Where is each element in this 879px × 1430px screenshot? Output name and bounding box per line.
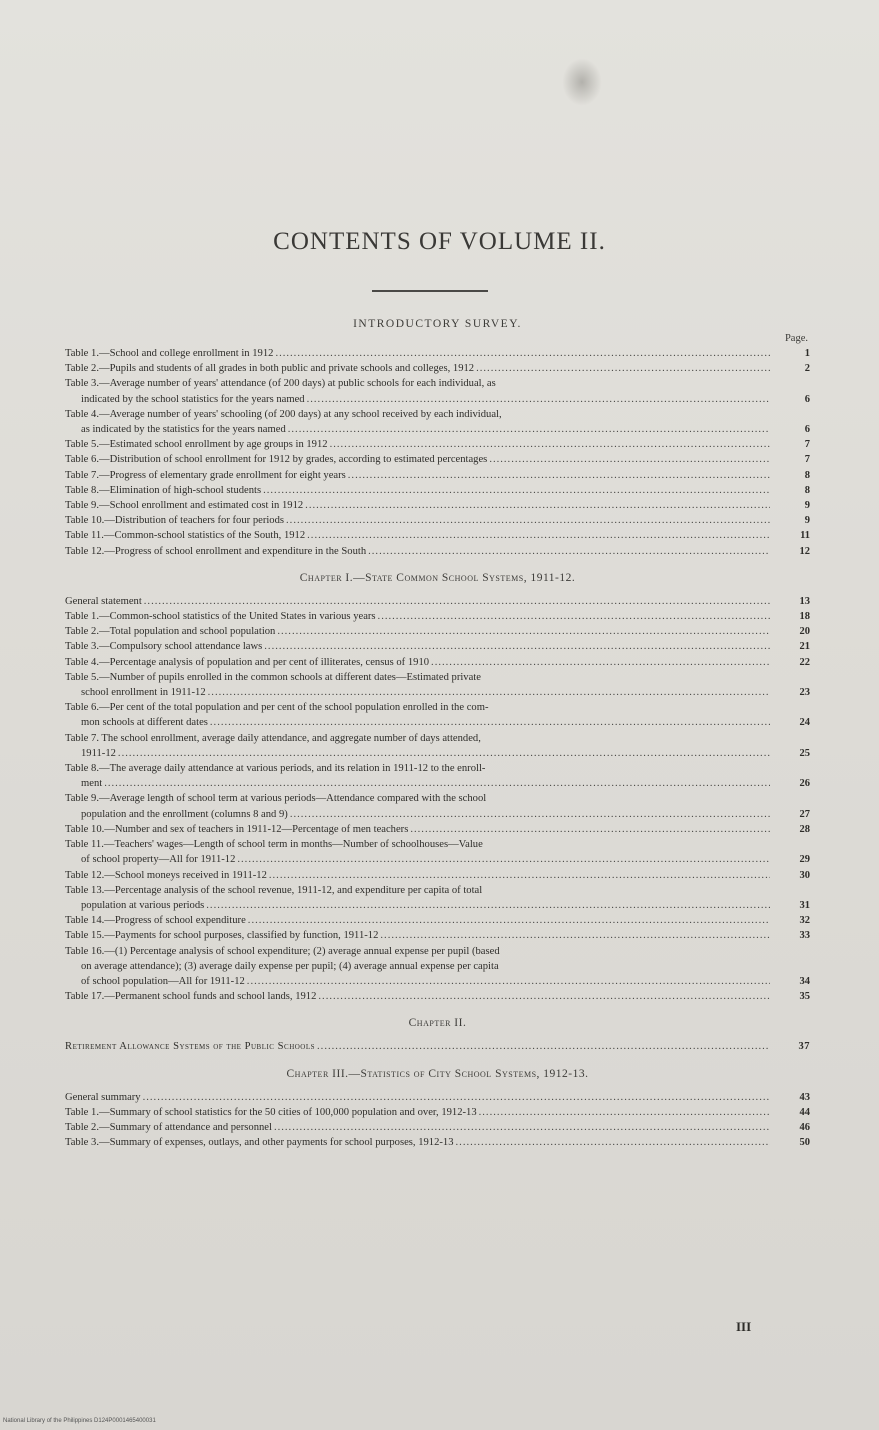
toc-entry[interactable]: [65, 376, 810, 406]
entry-title: [65, 1090, 770, 1105]
entry-page-number: 35: [799, 991, 810, 1003]
entry-title: [65, 913, 770, 928]
dot-leader: [317, 1039, 770, 1054]
entry-title: [65, 594, 770, 609]
entry-title-continued: [65, 898, 770, 913]
entry-title: [65, 700, 770, 715]
toc-entry[interactable]: [65, 361, 810, 376]
toc-entry[interactable]: [65, 1039, 810, 1054]
entry-title: [65, 989, 770, 1004]
dot-leader: [330, 437, 770, 452]
entry-page-number: 33: [799, 930, 810, 942]
entry-text: Table 6.—Per cent of the total population and per cent of the school population enrolled in the com-: [65, 702, 489, 714]
entry-text: Table 7. The school enrollment, average daily attendance, and aggregate number of days attended,: [65, 732, 481, 744]
entry-text: ment: [81, 778, 103, 790]
entry-text: of school property—All for 1911-12: [81, 854, 236, 866]
dot-leader: [380, 928, 770, 943]
entry-page-number: 25: [799, 747, 810, 759]
section-gap: [65, 559, 810, 570]
dot-leader: [210, 715, 770, 730]
entry-title: [65, 624, 770, 639]
entry-text: mon schools at different dates: [81, 717, 208, 729]
entry-text: Table 2.—Summary of attendance and personnel: [65, 1121, 272, 1133]
entry-title-continued: [65, 422, 770, 437]
toc-entry[interactable]: [65, 1105, 810, 1120]
toc-entry[interactable]: [65, 452, 810, 467]
entry-title: [65, 883, 770, 898]
entry-page-number: 6: [804, 393, 810, 405]
entry-title: [65, 791, 770, 806]
heading-gap: [65, 586, 810, 594]
entry-page-number: 37: [798, 1041, 810, 1053]
entry-text: Table 12.—School moneys received in 1911-12: [65, 869, 267, 881]
toc-entry[interactable]: [65, 761, 810, 791]
entry-title: [65, 655, 770, 670]
entry-text: Table 4.—Average number of years' schooling (of 200 days) at any school received by each individual,: [65, 408, 502, 420]
toc-entry[interactable]: [65, 700, 810, 730]
dot-leader: [307, 392, 770, 407]
toc-entry[interactable]: [65, 1120, 810, 1135]
entry-text: Table 3.—Summary of expenses, outlays, and other payments for school purposes, 1912-13: [65, 1137, 454, 1149]
dot-leader: [410, 822, 770, 837]
entry-title: [65, 1135, 770, 1150]
toc-entry[interactable]: [65, 594, 810, 609]
page-smudge: [562, 58, 602, 106]
entry-page-number: 11: [800, 530, 810, 542]
entry-text: Table 6.—Distribution of school enrollment for 1912 by grades, according to estimated percentages: [65, 454, 488, 466]
dot-leader: [368, 544, 770, 559]
page-number: III: [736, 1319, 752, 1334]
entry-page-number: 18: [799, 611, 810, 623]
entry-text: on average attendance); (3) average daily expense per pupil; (4) average annual expense per capita: [81, 960, 499, 972]
toc-entry[interactable]: [65, 731, 810, 761]
entry-text: General summary: [65, 1091, 141, 1103]
toc-entry[interactable]: [65, 670, 810, 700]
entry-title-continued: [65, 685, 770, 700]
toc-entry[interactable]: [65, 483, 810, 498]
entry-page-number: 7: [804, 454, 810, 466]
entry-page-number: 7: [804, 439, 810, 451]
entry-title: [65, 376, 770, 391]
dot-leader: [247, 974, 770, 989]
entry-page-number: 26: [799, 778, 810, 790]
toc-entry[interactable]: [65, 837, 810, 867]
entry-title: [65, 468, 770, 483]
toc-entry[interactable]: [65, 498, 810, 513]
entry-title: [65, 1120, 770, 1135]
toc-entry[interactable]: [65, 609, 810, 624]
entry-page-number: 46: [799, 1121, 810, 1133]
entry-title: [65, 1039, 770, 1054]
dot-leader: [348, 468, 770, 483]
entry-text: Table 12.—Progress of school enrollment and expenditure in the South: [65, 545, 367, 557]
dot-leader: [275, 346, 770, 361]
entry-title: [65, 528, 770, 543]
entry-page-number: 50: [799, 1137, 810, 1149]
entry-text: of school population—All for 1911-12: [81, 975, 245, 987]
section-gap: [65, 1055, 810, 1066]
dot-leader: [305, 498, 770, 513]
toc-entry[interactable]: [65, 528, 810, 543]
toc-entry[interactable]: [65, 928, 810, 943]
entry-page-number: 43: [799, 1091, 810, 1103]
entry-title: [65, 609, 770, 624]
entry-page-number: 8: [804, 469, 810, 481]
dot-leader: [263, 483, 770, 498]
entry-title: [65, 361, 770, 376]
dot-leader: [307, 528, 770, 543]
entry-text: Table 1.—Summary of school statistics for the 50 cities of 100,000 population and over, 1912-13: [65, 1106, 477, 1118]
entry-title-continued: [65, 807, 770, 822]
entry-text: Table 10.—Number and sex of teachers in 1911-12—Percentage of men teachers: [65, 823, 409, 835]
entry-title: [65, 513, 770, 528]
entry-text: Table 8.—The average daily attendance at various periods, and its relation in 1911-12 to the enroll-: [65, 763, 486, 775]
entry-title: [65, 437, 770, 452]
dot-leader: [431, 655, 770, 670]
dot-leader: [479, 1105, 770, 1120]
dot-leader: [476, 361, 770, 376]
dot-leader: [118, 746, 770, 761]
toc-entry[interactable]: [65, 513, 810, 528]
page-title: CONTENTS OF VOLUME II.: [273, 228, 606, 255]
entry-text: Table 5.—Number of pupils enrolled in the common schools at different dates—Estimated private: [65, 671, 481, 683]
entry-page-number: 32: [799, 915, 810, 927]
entry-title: [65, 928, 770, 943]
entry-title: [65, 868, 770, 883]
entry-text: Table 13.—Percentage analysis of the school revenue, 1911-12, and expenditure per capita of total: [65, 884, 483, 896]
entry-text: Table 14.—Progress of school expenditure: [65, 915, 246, 927]
dot-leader: [104, 776, 770, 791]
toc-entry[interactable]: [65, 639, 810, 654]
toc-entry[interactable]: [65, 868, 810, 883]
entry-text: Table 17.—Permanent school funds and school lands, 1912: [65, 991, 317, 1003]
entry-page-number: 2: [804, 363, 810, 375]
entry-text: Retirement Allowance Systems of the Public Schools: [65, 1041, 316, 1053]
entry-page-number: 44: [799, 1106, 810, 1118]
section-heading: Chapter II.: [408, 1017, 467, 1030]
entry-text: Table 10.—Distribution of teachers for four periods: [65, 515, 285, 527]
entry-text: Table 2.—Total population and school population: [65, 626, 276, 638]
entry-page-number: 9: [804, 500, 810, 512]
title-rule: [372, 290, 488, 292]
heading-gap: [65, 1031, 810, 1039]
dot-leader: [237, 852, 770, 867]
section-heading: Chapter I.—State Common School Systems, 1911-12.: [299, 571, 576, 584]
entry-title-continued: [65, 715, 770, 730]
toc-entry[interactable]: [65, 791, 810, 821]
entry-page-number: 8: [804, 484, 810, 496]
toc-entry[interactable]: [65, 655, 810, 670]
entry-title-continued: [65, 746, 770, 761]
toc-entry[interactable]: [65, 822, 810, 837]
entry-text: Table 9.—School enrollment and estimated cost in 1912: [65, 500, 304, 512]
dot-leader: [286, 513, 770, 528]
entry-title: [65, 822, 770, 837]
section-heading: INTRODUCTORY SURVEY.: [353, 318, 522, 330]
toc-entry[interactable]: [65, 407, 810, 437]
entry-page-number: 22: [799, 656, 810, 668]
entry-text: General statement: [65, 595, 142, 607]
entry-page-number: 29: [799, 854, 810, 866]
entry-page-number: 6: [804, 424, 810, 436]
entry-text: 1911-12: [81, 747, 116, 759]
entry-page-number: 30: [799, 869, 810, 881]
section-gap: [65, 1004, 810, 1015]
entry-page-number: 23: [799, 687, 810, 699]
entry-text: as indicated by the statistics for the years named: [81, 424, 286, 436]
entry-text: Table 5.—Estimated school enrollment by age groups in 1912: [65, 439, 328, 451]
entry-title-continued: [65, 852, 770, 867]
entry-title: [65, 452, 770, 467]
entry-page-number: 34: [799, 975, 810, 987]
toc-entry[interactable]: [65, 989, 810, 1004]
entry-text: Table 11.—Common-school statistics of the South, 1912: [65, 530, 306, 542]
entry-page-number: 28: [799, 823, 810, 835]
toc-entry[interactable]: [65, 624, 810, 639]
dot-leader: [143, 1090, 770, 1105]
entry-text: population and the enrollment (columns 8 and 9): [81, 808, 288, 820]
contents-body: [65, 316, 810, 1150]
section-heading: Chapter III.—Statistics of City School Systems, 1912-13.: [286, 1067, 589, 1080]
dot-leader: [456, 1135, 770, 1150]
entry-title: [65, 837, 770, 852]
entry-page-number: 1: [804, 348, 810, 359]
entry-title: [65, 944, 770, 959]
toc-entry[interactable]: [65, 346, 810, 361]
entry-title: [65, 731, 770, 746]
entry-text: Table 3.—Compulsory school attendance laws: [65, 641, 263, 653]
heading-gap: [65, 1082, 810, 1090]
entry-title-continued: [65, 974, 770, 989]
entry-page-number: 12: [799, 545, 810, 557]
entry-text: Table 8.—Elimination of high-school students: [65, 484, 262, 496]
entry-text: Table 11.—Teachers' wages—Length of school term in months—Number of schoolhouses—Value: [65, 839, 483, 851]
entry-text: Table 2.—Pupils and students of all grades in both public and private schools and colleges, 1912: [65, 363, 475, 375]
entry-title: [65, 407, 770, 422]
entry-page-number: 20: [799, 626, 810, 638]
dot-leader: [290, 807, 770, 822]
dot-leader: [264, 639, 770, 654]
toc-entry[interactable]: [65, 883, 810, 913]
entry-title: [65, 670, 770, 685]
entry-title-continued: [65, 959, 770, 974]
entry-page-number: 13: [799, 595, 810, 607]
dot-leader: [277, 624, 770, 639]
footer-attribution: National Library of the Philippines D124P0001465400031: [3, 1418, 156, 1424]
toc-entry[interactable]: [65, 944, 810, 990]
entry-page-number: 24: [799, 717, 810, 729]
toc-entry[interactable]: [65, 913, 810, 928]
toc-entry[interactable]: [65, 468, 810, 483]
entry-title: [65, 498, 770, 513]
dot-leader: [489, 452, 770, 467]
entry-page-number: 21: [799, 641, 810, 653]
dot-leader: [288, 422, 770, 437]
entry-text: Table 16.—(1) Percentage analysis of school expenditure; (2) average annual expense per pupil (based: [65, 945, 500, 957]
entry-title: [65, 346, 770, 361]
entry-title-continued: [65, 776, 770, 791]
dot-leader: [206, 898, 770, 913]
entry-page-number: 27: [799, 808, 810, 820]
entry-text: indicated by the school statistics for the years named: [81, 393, 305, 405]
entry-text: school enrollment in 1911-12: [81, 687, 206, 699]
entry-title: [65, 483, 770, 498]
entry-text: Table 7.—Progress of elementary grade enrollment for eight years: [65, 469, 346, 481]
dot-leader: [318, 989, 770, 1004]
page-column-label: Page.: [784, 333, 808, 344]
toc-entry[interactable]: [65, 437, 810, 452]
entry-text: Table 9.—Average length of school term at various periods—Attendance compared with the school: [65, 793, 487, 805]
dot-leader: [144, 594, 770, 609]
entry-title-continued: [65, 392, 770, 407]
entry-text: Table 1.—Common-school statistics of the United States in various years: [65, 611, 376, 623]
dot-leader: [269, 868, 770, 883]
entry-text: Table 4.—Percentage analysis of population and per cent of illiterates, census of 1910: [65, 656, 430, 668]
dot-leader: [208, 685, 770, 700]
entry-title: [65, 544, 770, 559]
dot-leader: [248, 913, 770, 928]
dot-leader: [378, 609, 770, 624]
toc-entry[interactable]: [65, 1090, 810, 1105]
entry-title: [65, 1105, 770, 1120]
entry-page-number: 9: [804, 515, 810, 527]
entry-text: Table 3.—Average number of years' attendance (of 200 days) at public schools for each individual, as: [65, 378, 496, 390]
entry-title: [65, 761, 770, 776]
entry-text: Table 1.—School and college enrollment in 1912: [65, 348, 274, 359]
toc-entry[interactable]: [65, 544, 810, 559]
entry-text: Table 15.—Payments for school purposes, classified by function, 1911-12: [65, 930, 379, 942]
entry-page-number: 31: [799, 899, 810, 911]
toc-entry[interactable]: [65, 1135, 810, 1150]
entry-title: [65, 639, 770, 654]
entry-text: population at various periods: [81, 899, 205, 911]
dot-leader: [274, 1120, 770, 1135]
